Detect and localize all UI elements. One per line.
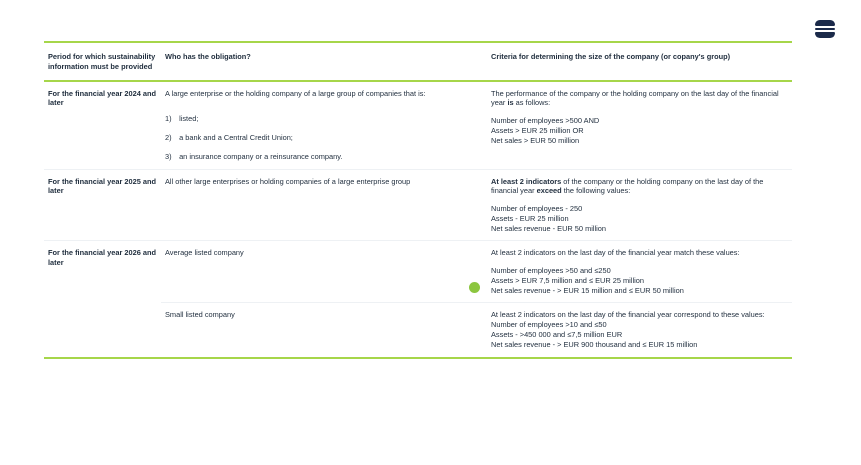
criteria-line: Number of employees >500 AND [491,116,600,126]
sustainability-obligation-table [44,41,792,359]
criteria-intro: At least 2 indicators on the last day of the financial year correspond to these values: [491,310,765,320]
header-obligation: Who has the obligation? [165,52,251,61]
cursor-dot [469,282,480,293]
obligation-intro: A large enterprise or the holding company of a large group of companies that is: [165,88,426,98]
criteria-cell [487,169,792,241]
criteria-cell [487,241,792,303]
criteria-line: Number of employees >10 and ≤50 [491,320,607,330]
period-cell: For the financial year 2024 and later [48,88,157,108]
table-header-row [44,42,792,81]
criteria-intro: At least 2 indicators on the last day of the financial year match these values: [491,248,740,258]
criteria-line: Assets - EUR 25 million [491,213,569,223]
criteria-line: Net sales > EUR 50 million [491,135,580,145]
table-row [44,241,792,303]
criteria-intro: At least 2 indicators of the company or the holding company on the last day of the financial year exceed the following values: [491,176,764,196]
criteria-line: Net sales revenue - > EUR 900 thousand and ≤ EUR 15 million [491,339,698,349]
criteria-cell [487,81,792,170]
obligation-cell [161,81,487,170]
criteria-line: Number of employees >50 and ≤250 [491,266,611,276]
obligation-cell: Small listed company [165,310,235,320]
menu-icon-bar [815,20,835,26]
criteria-cell [487,303,792,358]
obligation-cell: Average listed company [165,248,244,258]
table-row [44,81,792,170]
menu-icon-bar [815,32,835,38]
criteria-line: Net sales revenue - > EUR 15 million and ≤ EUR 50 million [491,285,684,295]
list-item: 2) a bank and a Central Credit Union; [165,133,293,143]
criteria-line: Assets - >450 000 and ≤7,5 million EUR [491,330,623,340]
period-cell: For the financial year 2026 and later [48,248,157,268]
criteria-line: Assets > EUR 7,5 million and ≤ EUR 25 million [491,275,644,285]
period-cell: For the financial year 2025 and later [48,176,157,196]
list-item: 3) an insurance company or a reinsurance company. [165,151,343,161]
criteria-line: Assets > EUR 25 million OR [491,125,584,135]
criteria-line: Net sales revenue - EUR 50 million [491,223,607,233]
list-item: 1) listed; [165,114,199,124]
criteria-intro: The performance of the company or the holding company on the last day of the financial year is as follows: [491,88,779,108]
table-row [44,169,792,241]
criteria-line: Number of employees - 250 [491,204,583,214]
obligation-cell: All other large enterprises or holding companies of a large enterprise group [165,176,411,186]
header-period: Period for which sustainability information must be provided [48,52,156,71]
menu-icon[interactable] [815,20,835,38]
menu-icon-bar [815,28,835,30]
header-criteria: Criteria for determining the size of the company (or copany's group) [491,52,731,61]
